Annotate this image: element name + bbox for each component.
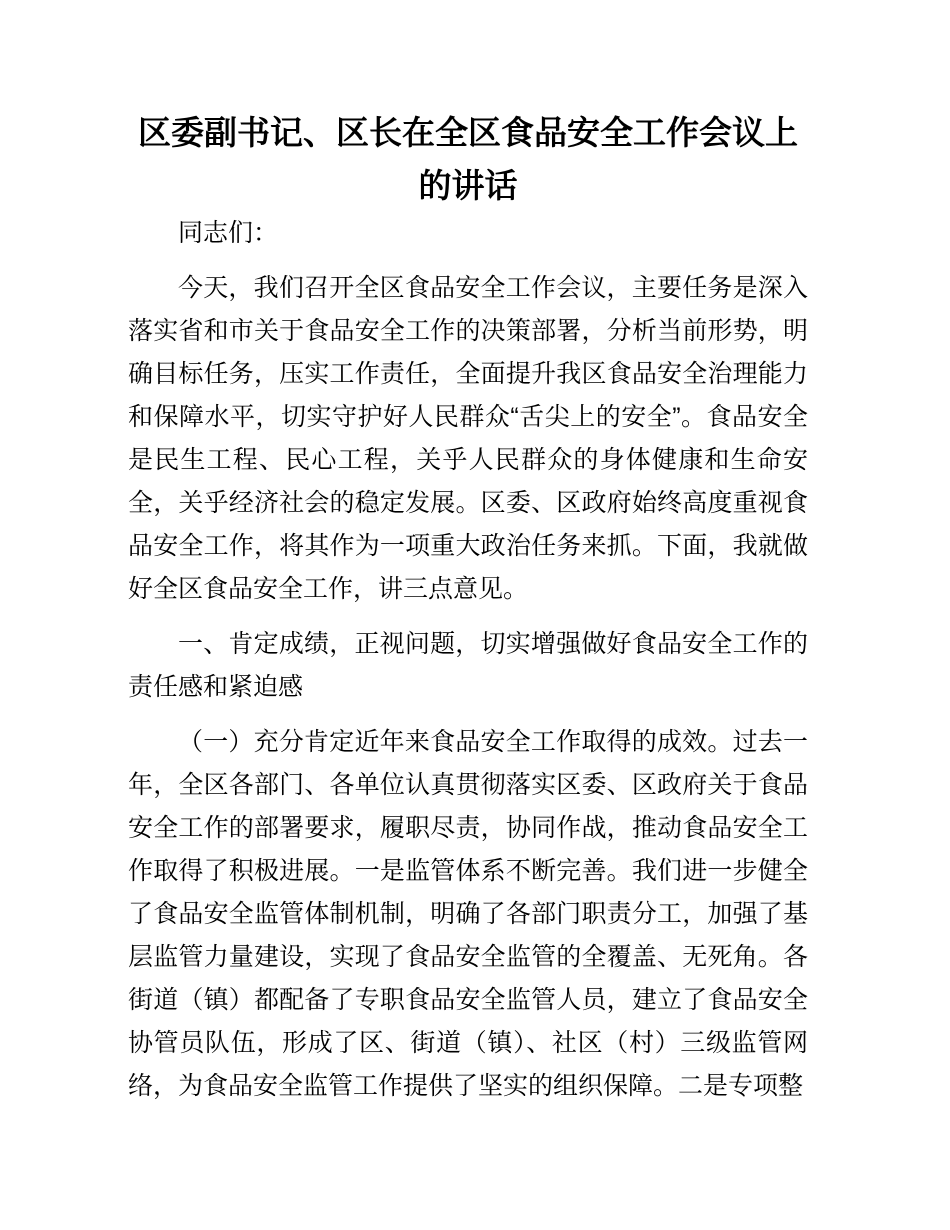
paragraph-salutation: 同志们： — [178, 219, 279, 247]
heading-section-one: 一、肯定成绩，正视问题，切实增强做好食品安全工作的责任感和紧迫感 — [128, 630, 808, 701]
paragraph-section-one-item-one: （一）充分肯定近年来食品安全工作取得的成效。过去一年，全区各部门、各单位认真贯彻落实区委、区政府关于食品安全工作的部署要求，履职尽责，协同作战，推动食品安全工作取得了积极进展。一是监管体系不断完善。我们进一步健全了食品安全监管体制机制，明确了各部门职责分工，加强了基层监管力量建设，实现了食品安全监管的全覆盖、无死角。各街道（镇）都配备了专职食品安全监管人员，建立了食品安全协管员队伍，形成了区、街道（镇）、社区（村）三级监管网络，为食品安全监管工作提供了坚实的组织保障。二是专项整 — [128, 728, 808, 1100]
document-title: 区委副书记、区长在全区食品安全工作会议上的讲话 — [138, 114, 798, 204]
paragraph-intro: 今天，我们召开全区食品安全工作会议，主要任务是深入落实省和市关于食品安全工作的决策部署，分析当前形势，明确目标任务，压实工作责任，全面提升我区食品安全治理能力和保障水平，切实守护好人民群众“舌尖上的安全”。食品安全是民生工程、民心工程，关乎人民群众的身体健康和生命安全，关乎经济社会的稳定发展。区委、区政府始终高度重视食品安全工作，将其作为一项重大政治任务来抓。下面，我就做好全区食品安全工作，讲三点意见。 — [128, 274, 808, 603]
